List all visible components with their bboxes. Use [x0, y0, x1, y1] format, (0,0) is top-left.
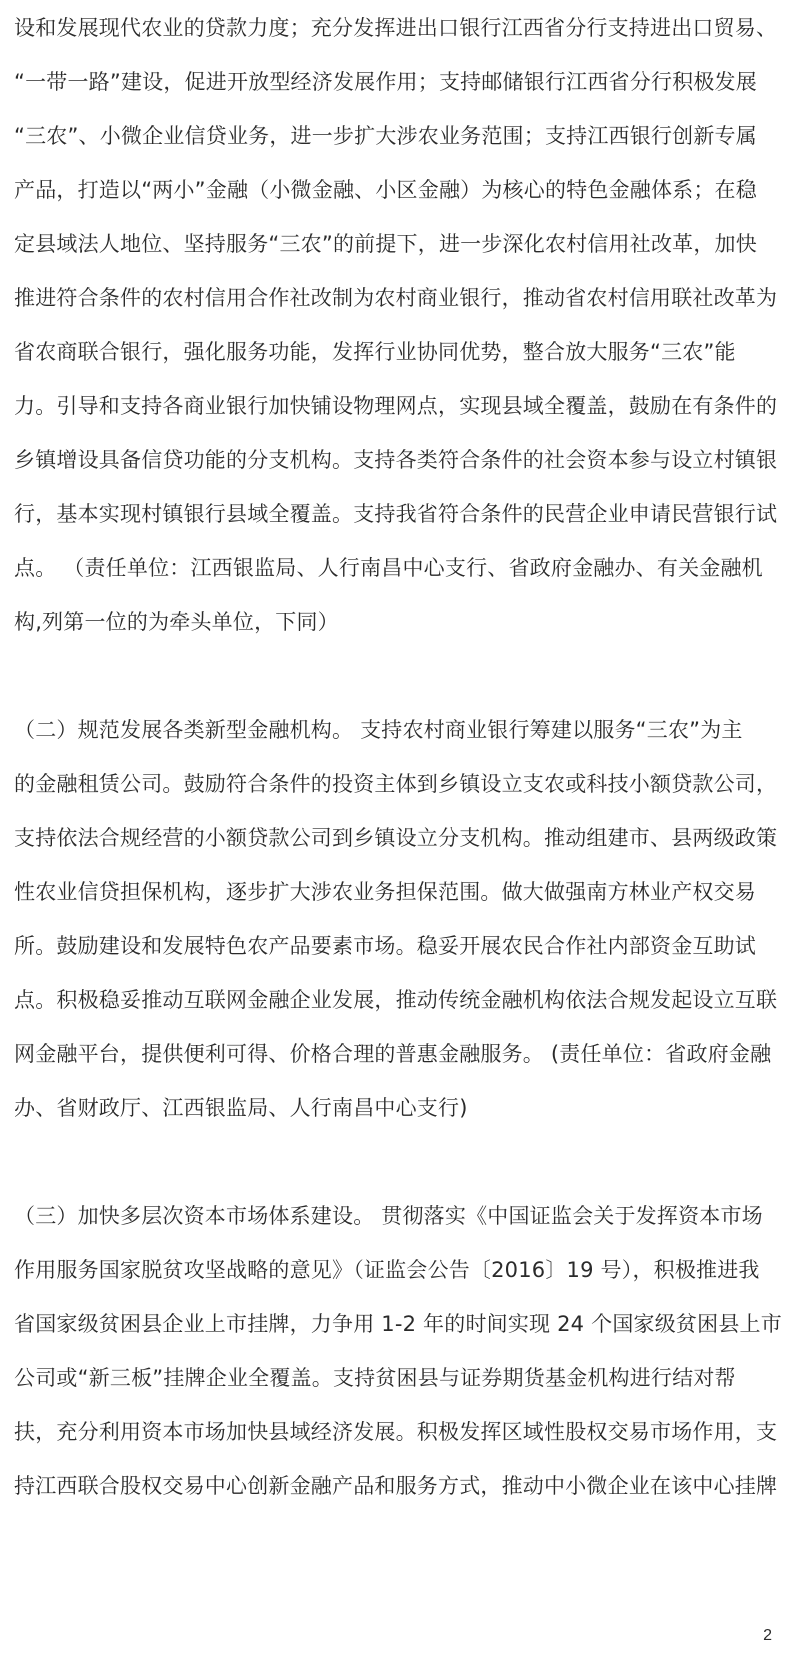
paragraph-1-line-6: 推进符合条件的农村信用合作社改制为农村商业银行，推动省农村信用联社改革为: [14, 286, 778, 310]
paragraph-1-line-10: 行，基本实现村镇银行县域全覆盖。支持我省符合条件的民营企业申请民营银行试: [14, 502, 778, 526]
paragraph-1-line-1: 设和发展现代农业的贷款力度；充分发挥进出口银行江西省分行支持进出口贸易、: [14, 16, 778, 40]
paragraph-3-line-4: 公司或“新三板”挂牌企业全覆盖。支持贫困县与证券期货基金机构进行结对帮: [14, 1366, 736, 1390]
paragraph-3-line-6: 持江西联合股权交易中心创新金融产品和服务方式，推动中小微企业在该中心挂牌: [14, 1474, 778, 1498]
paragraph-2-line-2: 的金融租赁公司。鼓励符合条件的投资主体到乡镇设立支农或科技小额贷款公司，: [14, 772, 778, 796]
paragraph-1-line-11: 点。 （责任单位：江西银监局、人行南昌中心支行、省政府金融办、有关金融机: [14, 556, 763, 580]
paragraph-1-line-3: “三农”、小微企业信贷业务，进一步扩大涉农业务范围；支持江西银行创新专属: [14, 124, 757, 148]
paragraph-1-line-9: 乡镇增设具备信贷功能的分支机构。支持各类符合条件的社会资本参与设立村镇银: [14, 448, 778, 472]
paragraph-3-line-3: 省国家级贫困县企业上市挂牌，力争用 1-2 年的时间实现 24 个国家级贫困县上市: [14, 1312, 782, 1336]
paragraph-2-line-4: 性农业信贷担保机构，逐步扩大涉农业务担保范围。做大做强南方林业产权交易: [14, 880, 756, 904]
paragraph-1-line-7: 省农商联合银行，强化服务功能，发挥行业协同优势，整合放大服务“三农”能: [14, 340, 736, 364]
paragraph-2-line-3: 支持依法合规经营的小额贷款公司到乡镇设立分支机构。推动组建市、县两级政策: [14, 826, 778, 850]
paragraph-3-line-1: （三）加快多层次资本市场体系建设。 贯彻落实《中国证监会关于发挥资本市场: [14, 1204, 763, 1228]
paragraph-2-line-1: （二）规范发展各类新型金融机构。 支持农村商业银行筹建以服务“三农”为主: [14, 718, 743, 742]
paragraph-1-line-12: 构,列第一位的为牵头单位，下同）: [14, 610, 339, 634]
paragraph-1-line-2: “一带一路”建设，促进开放型经济发展作用；支持邮储银行江西省分行积极发展: [14, 70, 757, 94]
paragraph-2-line-8: 办、省财政厅、江西银监局、人行南昌中心支行): [14, 1096, 468, 1120]
paragraph-1-line-5: 定县域法人地位、坚持服务“三农”的前提下，进一步深化农村信用社改革，加快: [14, 232, 757, 256]
paragraph-3-line-5: 扶，充分利用资本市场加快县域经济发展。积极发挥区域性股权交易市场作用，支: [14, 1420, 778, 1444]
paragraph-2-line-6: 点。积极稳妥推动互联网金融企业发展，推动传统金融机构依法合规发起设立互联: [14, 988, 778, 1012]
paragraph-3-line-2: 作用服务国家脱贫攻坚战略的意见》（证监会公告〔2016〕19 号），积极推进我: [14, 1258, 760, 1282]
page-number: 2: [763, 1627, 772, 1644]
paragraph-2-line-5: 所。鼓励建设和发展特色农产品要素市场。稳妥开展农民合作社内部资金互助试: [14, 934, 756, 958]
paragraph-2-line-7: 网金融平台，提供便利可得、价格合理的普惠金融服务。 (责任单位：省政府金融: [14, 1042, 772, 1066]
paragraph-1-line-8: 力。引导和支持各商业银行加快铺设物理网点，实现县域全覆盖，鼓励在有条件的: [14, 394, 778, 418]
paragraph-1-line-4: 产品，打造以“两小”金融（小微金融、小区金融）为核心的特色金融体系；在稳: [14, 178, 757, 202]
